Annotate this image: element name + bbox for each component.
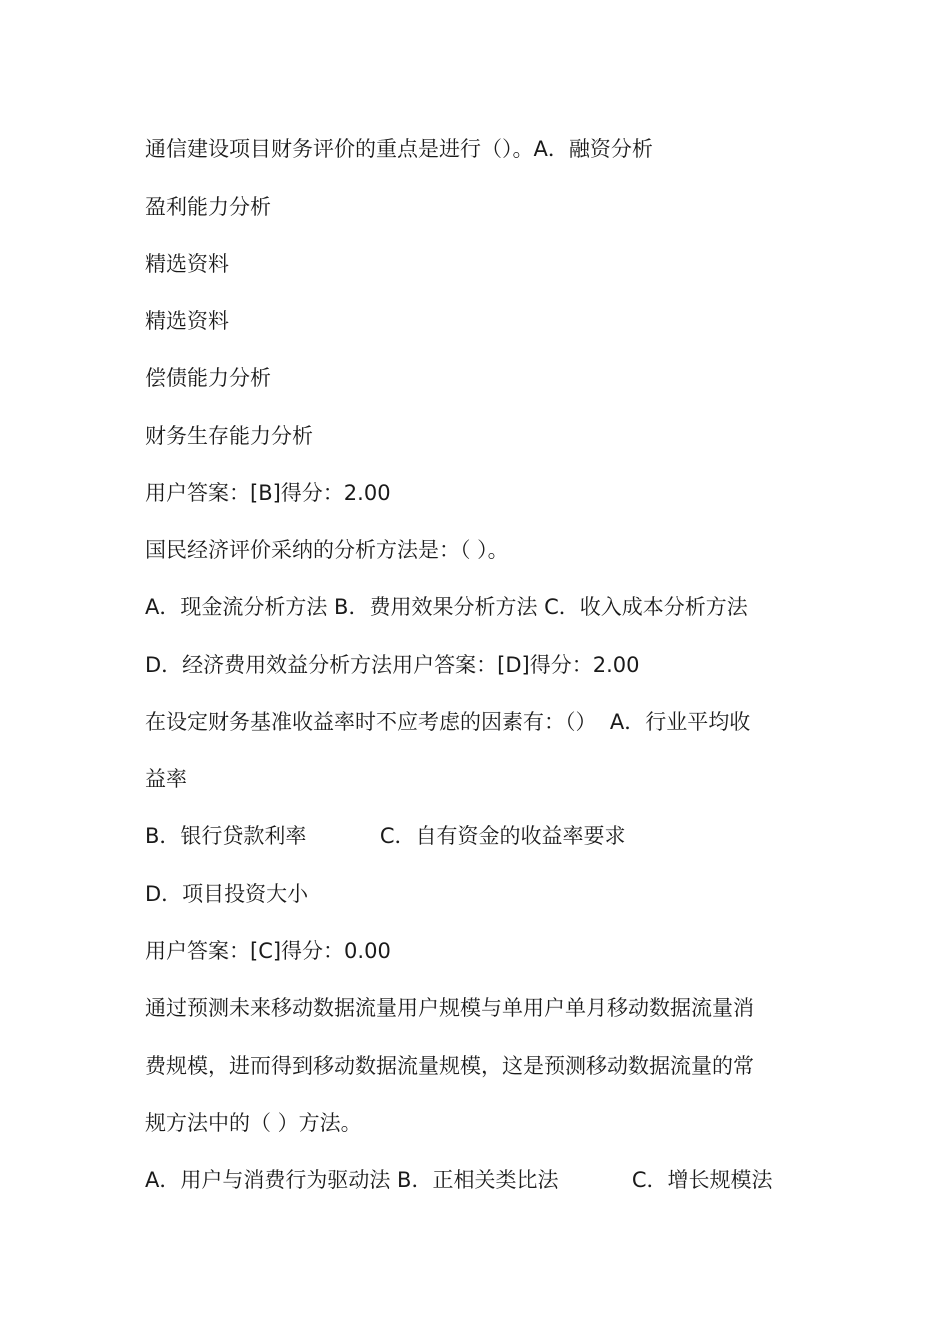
question-4-stem-continued: 费规模，进而得到移动数据流量规模，这是预测移动数据流量的常 [145, 1054, 754, 1078]
question-2-option-d-answer: D．经济费用效益分析方法用户答案：[D]得分：2.00 [145, 653, 640, 677]
question-3-options: B．银行贷款利率 C．自有资金的收益率要求 [145, 824, 626, 848]
watermark-text: 精选资料 [145, 252, 229, 276]
question-2-options: A．现金流分析方法 B．费用效果分析方法 C．收入成本分析方法 [145, 595, 748, 619]
watermark-text: 精选资料 [145, 309, 229, 333]
question-1-option-b: 盈利能力分析 [145, 195, 271, 219]
question-1-answer: 用户答案：[B]得分：2.00 [145, 481, 391, 505]
question-1-option-d: 财务生存能力分析 [145, 424, 313, 448]
question-3-answer: 用户答案：[C]得分：0.00 [145, 939, 391, 963]
question-3-option-d: D．项目投资大小 [145, 882, 309, 906]
question-1-option-c: 偿债能力分析 [145, 366, 271, 390]
question-4-stem-end: 规方法中的（ ）方法。 [145, 1111, 362, 1135]
question-2-stem: 国民经济评价采纳的分析方法是：（ ）。 [145, 538, 509, 562]
question-4-options: A．用户与消费行为驱动法 B．正相关类比法 C．增长规模法 [145, 1168, 773, 1192]
question-4-stem: 通过预测未来移动数据流量用户规模与单用户单月移动数据流量消 [145, 996, 754, 1020]
question-3-stem: 在设定财务基准收益率时不应考虑的因素有：（） A．行业平均收 [145, 710, 751, 734]
question-3-stem-continued: 益率 [145, 767, 187, 791]
question-1-stem: 通信建设项目财务评价的重点是进行（）。A．融资分析 [145, 137, 653, 161]
